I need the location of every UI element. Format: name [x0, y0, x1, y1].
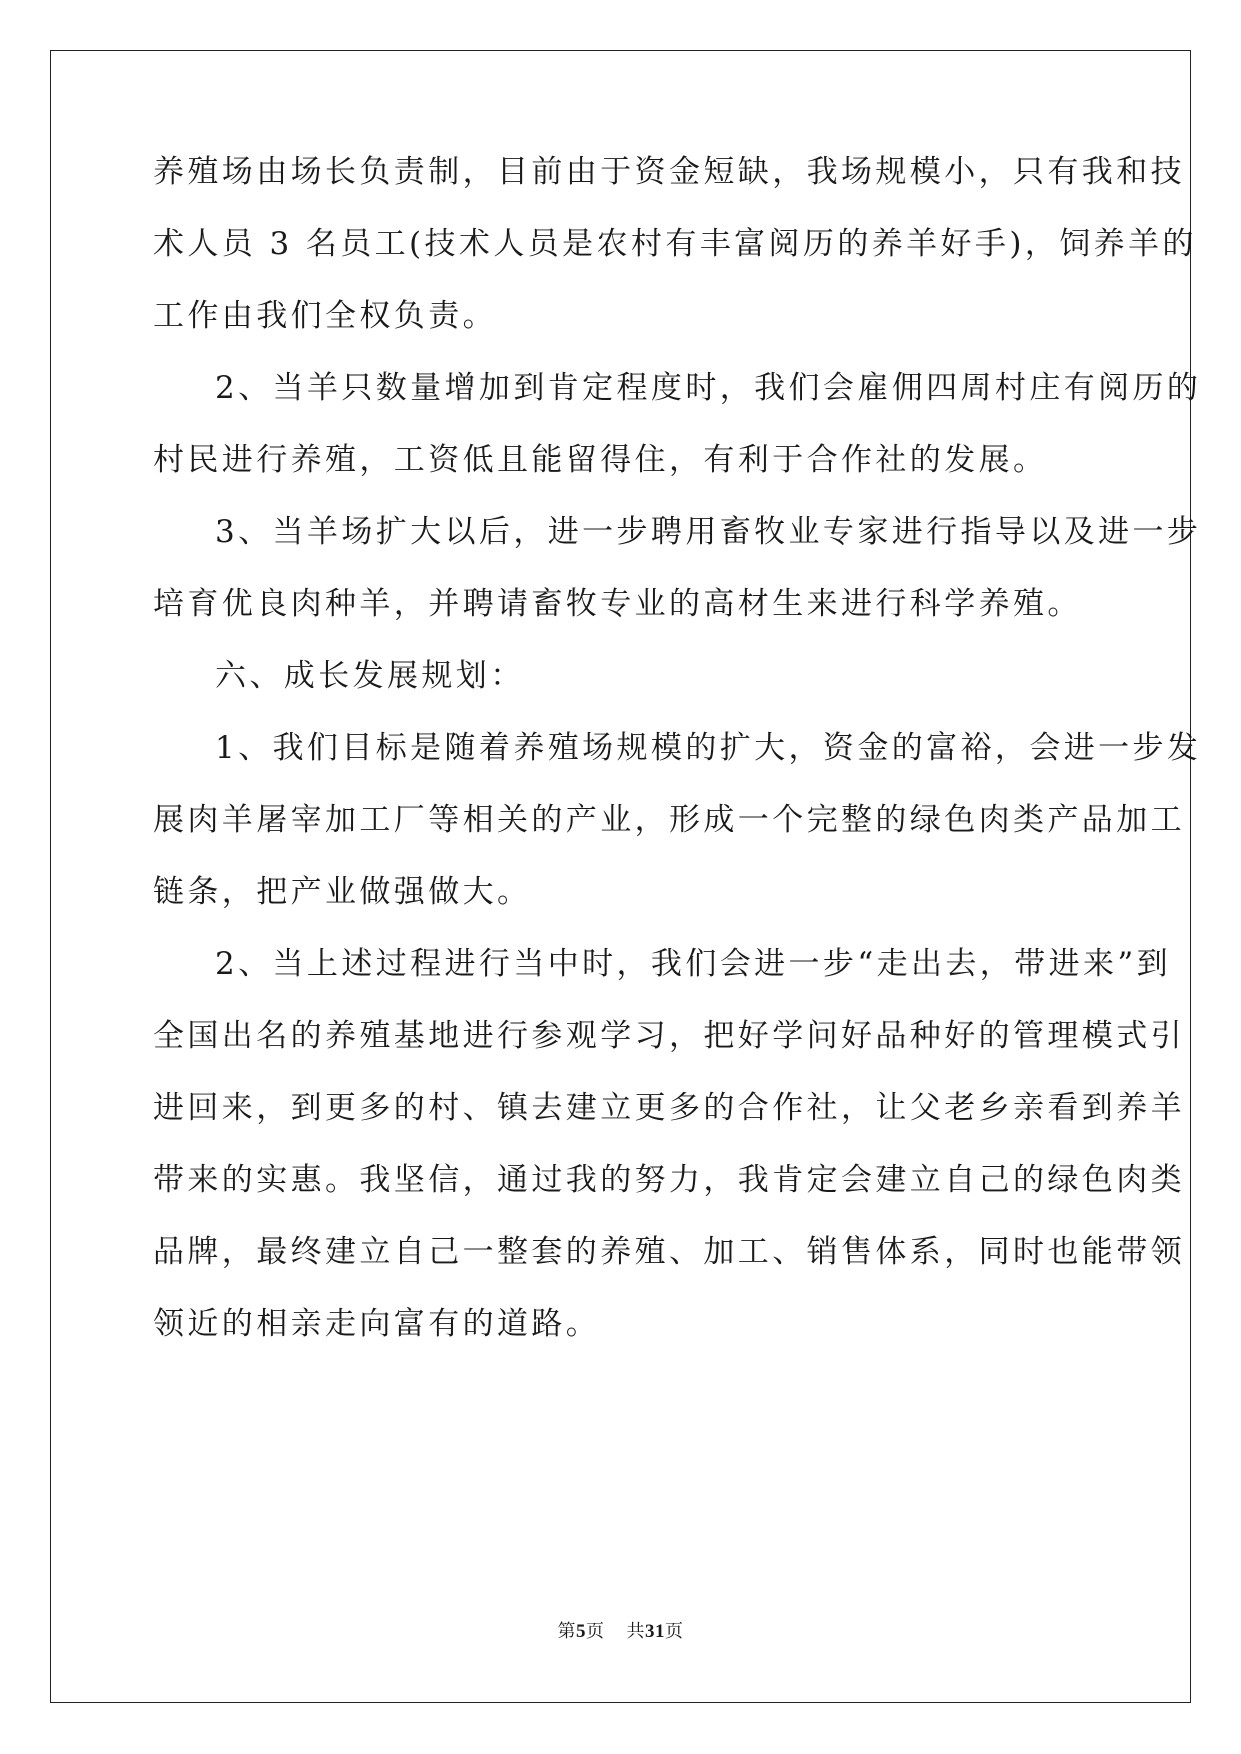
body-line: 全国出名的养殖基地进行参观学习，把好学问好品种好的管理模式引	[153, 1018, 1185, 1054]
paragraph-start: 1、我们目标是随着养殖场规模的扩大，资金的富裕，会进一步发	[215, 730, 1202, 766]
paragraph-start: 2、当羊只数量增加到肯定程度时，我们会雇佣四周村庄有阅历的	[215, 370, 1202, 406]
body-line: 带来的实惠。我坚信，通过我的努力，我肯定会建立自己的绿色肉类	[153, 1162, 1185, 1198]
section-heading: 六、成长发展规划：	[215, 658, 525, 694]
body-line: 领近的相亲走向富有的道路。	[153, 1306, 601, 1342]
paragraph-start: 3、当羊场扩大以后，进一步聘用畜牧业专家进行指导以及进一步	[215, 514, 1202, 550]
total-pages: 31	[645, 1621, 665, 1642]
body-line: 培育优良肉种羊，并聘请畜牧专业的高材生来进行科学养殖。	[153, 586, 1082, 622]
body-line: 工作由我们全权负责。	[153, 298, 497, 334]
body-line: 村民进行养殖，工资低且能留得住，有利于合作社的发展。	[153, 442, 1048, 478]
total-suffix: 页	[665, 1621, 684, 1642]
body-line: 品牌，最终建立自己一整套的养殖、加工、销售体系，同时也能带领	[153, 1234, 1185, 1270]
body-line: 链条，把产业做强做大。	[153, 874, 532, 910]
page-number: 5	[576, 1621, 586, 1642]
body-line: 进回来，到更多的村、镇去建立更多的合作社，让父老乡亲看到养羊	[153, 1090, 1185, 1126]
body-line: 展肉羊屠宰加工厂等相关的产业，形成一个完整的绿色肉类产品加工	[153, 802, 1185, 838]
page-footer	[0, 1620, 1241, 1644]
paragraph-start: 2、当上述过程进行当中时，我们会进一步“走出去，带进来”到	[215, 946, 1172, 982]
page-suffix: 页	[586, 1621, 605, 1642]
body-line: 术人员 3 名员工(技术人员是农村有丰富阅历的养羊好手)，饲养羊的	[153, 226, 1197, 262]
body-line: 养殖场由场长负责制，目前由于资金短缺，我场规模小，只有我和技	[153, 154, 1185, 190]
total-prefix: 共	[626, 1621, 645, 1642]
page-prefix: 第	[557, 1621, 576, 1642]
